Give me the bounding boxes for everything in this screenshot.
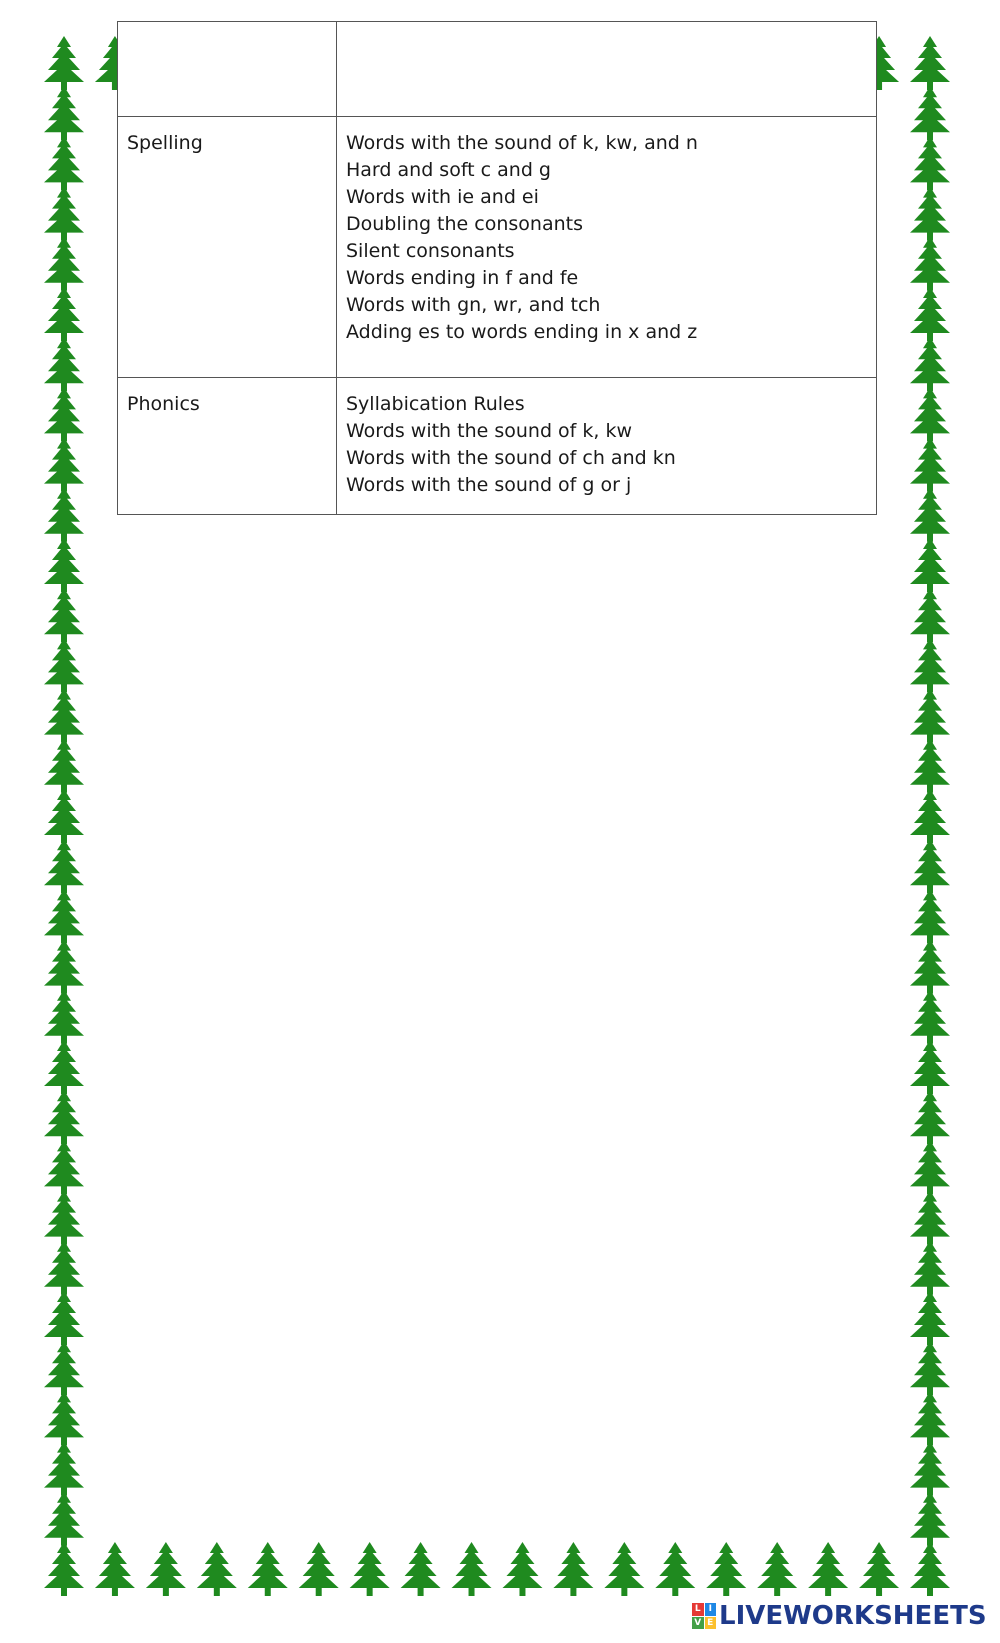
liveworksheets-watermark (692, 1599, 987, 1633)
pine-tree-icon (44, 1140, 84, 1194)
pine-tree-icon (910, 337, 950, 391)
table-row-phonics (118, 378, 877, 515)
subject-label: Spelling (127, 132, 203, 154)
pine-tree-icon (910, 638, 950, 692)
pine-tree-icon (604, 1542, 644, 1596)
pine-tree-icon (910, 739, 950, 793)
pine-tree-icon (910, 1040, 950, 1094)
pine-tree-icon (44, 86, 84, 140)
pine-tree-icon (44, 237, 84, 291)
pine-tree-icon (44, 337, 84, 391)
pine-tree-icon (248, 1542, 288, 1596)
pine-tree-icon (44, 990, 84, 1044)
pine-tree-icon (44, 839, 84, 893)
pine-tree-icon (910, 1191, 950, 1245)
pine-tree-icon (910, 1442, 950, 1496)
topic-item: Syllabication Rules (346, 393, 525, 415)
pine-tree-icon (910, 689, 950, 743)
pine-tree-icon (910, 1542, 950, 1596)
pine-tree-icon (401, 1542, 441, 1596)
pine-tree-icon (859, 1542, 899, 1596)
topics-table (117, 21, 877, 515)
pine-tree-icon (44, 940, 84, 994)
logo-letter: E (705, 1617, 717, 1630)
pine-tree-icon (910, 1241, 950, 1295)
topic-item: Words with gn, wr, and tch (346, 294, 601, 316)
topic-item: Silent consonants (346, 240, 515, 262)
pine-tree-icon (44, 488, 84, 542)
pine-tree-icon (44, 689, 84, 743)
logo-letter: V (692, 1617, 704, 1630)
pine-tree-icon (910, 990, 950, 1044)
subject-cell (118, 378, 337, 515)
pine-tree-icon (44, 638, 84, 692)
pine-tree-icon (44, 1492, 84, 1546)
topics-cell (337, 117, 877, 378)
topic-item: Hard and soft c and g (346, 159, 551, 181)
pine-tree-icon (910, 1341, 950, 1395)
pine-tree-icon (910, 1090, 950, 1144)
pine-tree-icon (44, 789, 84, 843)
pine-tree-icon (910, 839, 950, 893)
pine-tree-icon (350, 1542, 390, 1596)
pine-tree-icon (197, 1542, 237, 1596)
pine-tree-icon (44, 1191, 84, 1245)
pine-tree-icon (44, 1090, 84, 1144)
pine-tree-icon (910, 538, 950, 592)
pine-tree-icon (44, 136, 84, 190)
pine-tree-icon (146, 1542, 186, 1596)
subject-label: Phonics (127, 393, 200, 415)
pine-tree-icon (44, 387, 84, 441)
topic-item: Words with the sound of g or j (346, 474, 632, 496)
topic-item: Words with the sound of ch and kn (346, 447, 676, 469)
pine-tree-icon (808, 1542, 848, 1596)
pine-tree-icon (910, 789, 950, 843)
topic-item: Doubling the consonants (346, 213, 583, 235)
pine-tree-icon (910, 940, 950, 994)
pine-tree-icon (44, 739, 84, 793)
pine-tree-icon (44, 889, 84, 943)
topic-item: Words with ie and ei (346, 186, 539, 208)
topics-cell (337, 378, 877, 515)
watermark-text: LIVEWORKSHEETS (719, 1601, 987, 1631)
pine-tree-icon (44, 1341, 84, 1395)
pine-tree-icon (910, 1291, 950, 1345)
pine-tree-icon (95, 1542, 135, 1596)
pine-tree-icon (44, 1542, 84, 1596)
pine-tree-icon (910, 136, 950, 190)
pine-tree-icon (910, 1140, 950, 1194)
pine-tree-icon (910, 1391, 950, 1445)
liveworksheets-logo-icon (692, 1603, 716, 1629)
pine-tree-icon (706, 1542, 746, 1596)
pine-tree-icon (44, 1040, 84, 1094)
pine-tree-icon (44, 1391, 84, 1445)
pine-tree-icon (299, 1542, 339, 1596)
pine-tree-icon (44, 1442, 84, 1496)
pine-tree-icon (910, 588, 950, 642)
pine-tree-icon (910, 387, 950, 441)
pine-tree-icon (553, 1542, 593, 1596)
pine-tree-icon (44, 1241, 84, 1295)
pine-tree-icon (910, 86, 950, 140)
topic-item: Words ending in f and fe (346, 267, 579, 289)
pine-tree-icon (44, 588, 84, 642)
topic-item: Words with the sound of k, kw, and n (346, 132, 698, 154)
pine-tree-icon (452, 1542, 492, 1596)
pine-tree-icon (44, 287, 84, 341)
pine-tree-icon (44, 187, 84, 241)
topic-item: Words with the sound of k, kw (346, 420, 633, 442)
pine-tree-icon (757, 1542, 797, 1596)
pine-tree-icon (910, 438, 950, 492)
pine-tree-icon (910, 187, 950, 241)
topic-item: Adding es to words ending in x and z (346, 321, 698, 343)
pine-tree-icon (910, 36, 950, 90)
pine-tree-icon (44, 438, 84, 492)
pine-tree-icon (910, 1492, 950, 1546)
pine-tree-icon (910, 287, 950, 341)
pine-tree-icon (910, 488, 950, 542)
pine-tree-icon (655, 1542, 695, 1596)
pine-tree-icon (44, 538, 84, 592)
logo-letter: L (692, 1603, 704, 1616)
table-row-spelling (118, 117, 877, 378)
pine-tree-icon (502, 1542, 542, 1596)
logo-letter: I (705, 1603, 717, 1616)
pine-tree-icon (910, 237, 950, 291)
pine-tree-icon (910, 889, 950, 943)
subject-cell (118, 117, 337, 378)
pine-tree-icon (44, 36, 84, 90)
pine-tree-icon (44, 1291, 84, 1345)
